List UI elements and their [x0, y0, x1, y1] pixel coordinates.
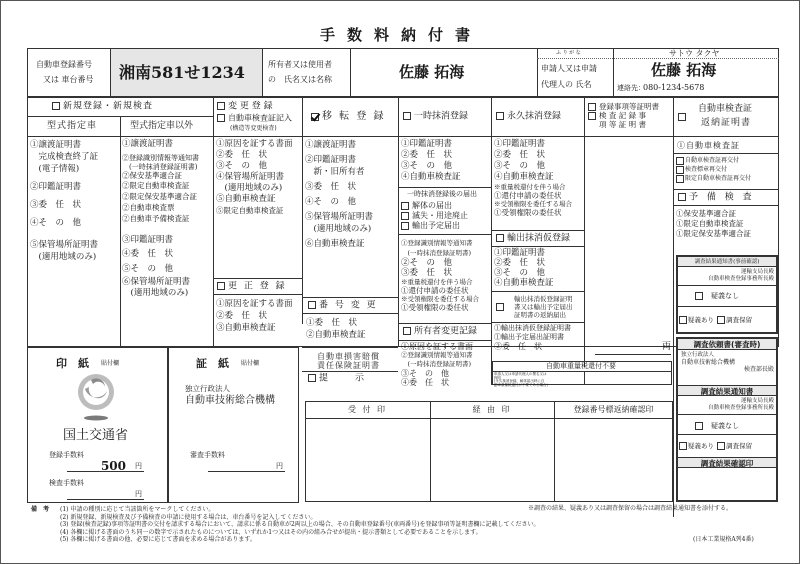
perm-cancel-list: ①印鑑証明書 ②委 任 状 ③そ の 他 ④自動車検査証 ※重量税還付を伴う場合 ①還付申請の委任状 ※受領権限を委任する場合 ①受領権限の委任状 [494, 139, 572, 217]
new-registration-checkbox[interactable] [52, 102, 60, 110]
survey-pre-no-doubt[interactable]: 疑義なし [695, 291, 739, 301]
export-temp-header[interactable]: 輸出抹消仮登録 [492, 231, 584, 246]
inspection-fee-label: 検査手数料 [49, 479, 84, 487]
survey-pre-hold[interactable]: 調査保留 [716, 316, 752, 324]
applicant-name-value[interactable]: 佐藤 拓海 [651, 61, 717, 79]
page-title: 手数料納付書 [319, 26, 482, 44]
owner-label: 所有者又は使用者 [268, 60, 332, 69]
certificate-stamp-label: 証 紙 [196, 357, 229, 370]
limited-cert-reissue[interactable]: 限定自動車検査証再交付 [676, 174, 751, 183]
perm-cancel-checkbox[interactable] [496, 112, 504, 120]
change-registration-header[interactable]: 変 更 登 録 自動車検査証記入 (構造等変更検査) [214, 98, 302, 136]
reception-stamp-label: 受 付 印 [347, 405, 388, 414]
inspection-cert-reissue[interactable]: 自動車検査証再交付 [676, 156, 751, 165]
transfer-registration-checkbox[interactable] [311, 113, 319, 121]
dismantle-notice[interactable]: 解体の届出 [401, 201, 468, 211]
registration-fee-value: 500 [100, 459, 126, 473]
export-return-checkbox[interactable] [496, 303, 504, 311]
survey-result-doubt[interactable]: 疑義あり [679, 442, 714, 450]
footnote-right: ※調査の結果、疑義あり又は調査保留の場合は調査結果通知書を添付する。 [528, 505, 733, 512]
registration-fee-field[interactable]: 500 円 [67, 460, 144, 472]
via-stamp-label: 経 由 印 [472, 405, 512, 414]
weight-tax-note: 申請人又は申請代理人の署名又は 押印 (永久抹消登録、解体届出時に自 動車重量税還付が不要である場合) [494, 372, 548, 387]
export-return-row[interactable]: 輸出抹消仮登録証明 書又は輸出予定届出 証明書の返納届出 [492, 292, 584, 322]
fee-payment-form: 手数料納付書 自動車登録番号 又は 車台番号 湘南581せ1234 所有者又は使用者 の 氏名又は名称 佐藤 拓海 ふ り が な 申請人又は申請 代理人の 氏名 サトウ タクヤ 佐藤 拓海 連絡先： 080-1234-5678 新規登録・新規検査 型式指定車 型式指定車以外 ①譲渡証明書 完成検査終了証 (電子情報) ②印鑑証明書 ③委 任 状 ④そ の 他 ⑤保管場所証明書 (適用地域のみ) ①譲渡証明書 ②登録識別情報等通知書 (一時抹消登録証明書) ②保安基準適合証 ②限定自動車検査証 ②限定保安基準適合証 ②自動車検査票 ②自動車予備検査証 ③印鑑証明書 ④委 任 状 ⑤そ の 他 ⑥保管場所証明書 (適用地域のみ) 変 更 登 録 自動車検査証記入 (構造等変更検査) ①原因を証する書面 ②委 任 状 ③そ の 他 ④保管場所証明書 (適用地域のみ) ⑤自動車検査証 ⑤限定自動車検査証 更 正 登 録 ①原因を証する書面 ②委 任 状 ③自動車検査証 移 転 登 録 ①譲渡証明書 ②印鑑証明書 新・旧所有者 ③委 任 状 ④そ の 他 ⑤保管場所証明書 (適用地域のみ) ⑥自動車検査証 番 号 変 更 ①委 任 状 ②自動車検査証 自動車損害賠償 責任保険証明書 提 示 一時抹消登録 ①印鑑証明書 ②委 任 状 ③そ の 他 ④自動車検査証 一時抹消登録後の届出 解体の届出 滅失・用途廃止 輸出予定届出 ①登録識別情報等通知書 (一時抹消登録証明書) ②そ の 他 ③委 任 状 ※重量税還付を伴う場合 ①還付申請の委任状 ※受領権限を委任する場合 ①受領権限の委任状 所有者変更記録 ①原因を証する書面 ②登録識別情報等通知書 (一時抹消登録証明書) ③そ の 他 ④委 任 状 永久抹消登録 ①印鑑証明書 ②委 任 状 ③そ の 他 ④自動車検査証 ※重量税還付を伴う場合 ①還付申請の委任状 ※受領権限を委任する場合 ①受領権限の委任状 輸出抹消仮登録 ①印鑑証明書 ②委 任 状 ③そ の 他 ④自動車検査証 輸出抹消仮登録証明 書又は輸出予定届出 証明書の返納届出 ①輸出抹消仮登録証明書 ①輸出予定届出証明書 ②委 任 状 登録事項等証明書 検 査 記 録 事 項 等 証 明 書 両 自動車重量税還付不要 申請人又は申請代理人の署名又は 押印 (永久抹消登録、解体届出時に自 動車重量税還付が不要である場合) 自動車検査証 返納証明書 ①自動車検査証 自動車検査証再交付 検査標章再交付 限定自動車検査証再交付 予 備 検 査 ①保安基準適合証 ①限定自動車検査証 ①限定保安基準適合証 調査結果通知書(事前確認) 運輸支局長殿 自動車検査登録事務所長殿 疑義なし 疑義あり 調査保留 調査依頼書(審査時) 独立行政法人 自動車技術総合機構 検査部長殿 調査結果通知書 運輸支局長殿 自動車検査登録事務所長殿 疑義なし 疑義あり 調査保留 調査結果確認印 印 紙 貼付欄 国土交通省 登録手数料 500 円 検査手数料 円 証 紙 貼付欄 独立行政法人 自動車技術総合機構 審査手数料 円 受 付 印 経 由 印 登録番号標返納確認印 ※調査の結果、疑義あり又は調査保留の場合は調査結果通知書を添付する。 備 考 (1) 申請の種別に応じて当該箇所をマークしてください。 (2) 新規登録、新規検査及び予備検査の申請に使用する場合は、車台番号を記入してください。 (3) 登録(検査記録)事項等証明書の交付を請求する場合において、請求に係る自動車が2両以上の場合、その自動車登録番号(車両番号)を登録事項等証明書欄に記載してください。 (4) 各欄に掲げる書面のうち同一の数字で示されたものについては、いずれか1つ又はその内の組み合せが提出・提示書類として必要であることを示します。 (5) 各欄に掲げる書面の他、必要に応じて書面を求める場合があります。 (日本工業規格A列4番) [0, 0, 800, 564]
insurance-label: 自動車損害賠償 [317, 352, 380, 361]
reg-number-value: 湘南581せ1234 [119, 63, 245, 82]
survey-result-title: 調査結果通知書 [678, 385, 776, 396]
temp-cancel-header[interactable]: 一時抹消登録 [399, 98, 491, 136]
review-fee-field[interactable]: 円 [208, 460, 285, 472]
certstamp-org-name: 自動車技術総合機構 [185, 395, 275, 406]
plate-return-label: 登録番号標返納確認印 [573, 405, 654, 414]
temp-cancel-notice-list: ①登録識別情報等通知書 (一時抹消登録証明書) ②そ の 他 ③委 任 状 ※重量税還付を伴う場合 ①還付申請の委任状 ※受領権限を委任する場合 ①受領権限の委任状 [401, 239, 479, 312]
new-registration-label: 新規登録・新規検査 [63, 101, 154, 112]
review-fee-label: 審査手数料 [190, 451, 225, 459]
registration-fee-label: 登録手数料 [49, 451, 84, 459]
owner-change-header[interactable]: 所有者変更記録 [399, 324, 491, 340]
survey-result-doubt-options [679, 441, 752, 450]
reception-stamp-area[interactable] [306, 419, 430, 501]
export-plan-notice[interactable]: 輸出予定届出 [401, 221, 468, 231]
plate-return-stamp-area[interactable] [555, 419, 672, 501]
transfer-registration-list: ①譲渡証明書 ②印鑑証明書 新・旧所有者 ③委 任 状 ④そ の 他 ⑤保管場所証明書 (適用地域のみ) ⑥自動車検査証 [305, 140, 374, 249]
furigana-label: ふ り が な [556, 50, 581, 56]
survey-pre-doubt[interactable]: 疑義あり [679, 316, 714, 324]
survey-confirm-title: 調査結果確認印 [678, 457, 776, 468]
preliminary-list: ①保安基準適合証 ①限定自動車検査証 ①限定保安基準適合証 [676, 209, 751, 238]
ministry-name: 国土交通省 [63, 428, 129, 443]
survey-request-title: 調査依頼書(審査時) [678, 339, 776, 350]
cert-unit: 両 [662, 342, 672, 352]
owner-change-checkbox[interactable] [403, 327, 411, 335]
weight-tax-signature-field[interactable] [585, 372, 671, 384]
contact-value[interactable]: 080-1234-5678 [643, 83, 705, 92]
owner-label-2: の 氏名又は名称 [268, 75, 332, 84]
weight-tax-label: 自動車重量税還付不要 [546, 362, 616, 370]
survey-result-hold[interactable]: 調査保留 [716, 442, 752, 450]
number-change-list: ①委 任 状 ②自動車検査証 [306, 318, 366, 340]
paper-standard: (日本工業規格A列4番) [693, 536, 754, 543]
correction-registration-checkbox[interactable] [217, 282, 225, 290]
via-stamp-area[interactable] [431, 419, 554, 501]
inspection-sticker-reissue[interactable]: 検査標章再交付 [676, 165, 751, 174]
survey-confirm-stamp-area[interactable] [678, 468, 776, 500]
survey-result-no-doubt[interactable]: 疑義なし [695, 421, 739, 431]
temp-cancel-notice-title: 一時抹消登録後の届出 [407, 190, 477, 198]
applicant-label-2: 代理人の 氏名 [541, 80, 592, 89]
new-registration-header[interactable] [28, 98, 213, 116]
reg-number-label-2: 又は 車台番号 [43, 75, 94, 84]
reg-number-field[interactable] [111, 49, 262, 96]
inspection-return-item: ①自動車検査証 [677, 141, 740, 150]
temp-cancel-notices [401, 201, 468, 231]
number-change-checkbox[interactable] [308, 301, 316, 309]
inspection-cert-entry-checkbox[interactable] [217, 114, 225, 122]
change-registration-checkbox[interactable] [217, 102, 225, 110]
reg-cert-checkbox[interactable] [588, 103, 596, 111]
temp-cancel-list: ①印鑑証明書 ②委 任 状 ③そ の 他 ④自動車検査証 [401, 139, 461, 182]
number-change-header[interactable]: 番 号 変 更 [303, 298, 398, 313]
insurance-label-2: 責任保険証明書 [317, 361, 380, 370]
survey-pre-title: 調査結果通知書(事前確認) [678, 257, 776, 267]
notes-label: 備 考 [31, 506, 50, 513]
owner-name-value: 佐藤 拓海 [399, 63, 465, 81]
non-type-designated-header: 型式指定車以外 [130, 121, 194, 131]
owner-change-list: ①原因を証する書面 ②登録識別情報等通知書 (一時抹消登録証明書) ③そ の 他 ④委 任 状 [401, 342, 473, 387]
insurance-present-checkbox[interactable] [308, 374, 316, 382]
export-temp-checkbox[interactable] [496, 234, 504, 242]
export-return-list: ①輸出抹消仮登録証明書 ①輸出予定届出証明書 ②委 任 状 [494, 324, 571, 351]
inspection-return-checkbox[interactable] [678, 113, 686, 121]
contact-label: 連絡先： [617, 84, 645, 92]
owner-name-field[interactable] [351, 49, 537, 96]
temp-cancel-checkbox[interactable] [403, 112, 411, 120]
applicant-furigana-value[interactable]: サトウ タクヤ [669, 49, 720, 58]
correction-registration-header[interactable]: 更 正 登 録 [214, 279, 302, 294]
reg-number-label: 自動車登録番号 [36, 60, 92, 69]
loss-notice[interactable]: 滅失・用途廃止 [401, 211, 468, 221]
correction-registration-list: ①原因を証する書面 ②委 任 状 ③自動車検査証 [216, 299, 293, 333]
revenue-stamp-label: 印 紙 [56, 357, 89, 370]
inspection-return-header[interactable]: 自動車検査証 返納証明書 [674, 98, 779, 136]
type-designated-header: 型式指定車 [47, 121, 98, 131]
mlit-logo-icon [71, 372, 121, 424]
insurance-present-row[interactable]: 提 示 [303, 372, 398, 385]
change-registration-list: ①原因を証する書面 ②委 任 状 ③そ の 他 ④保管場所証明書 (適用地域のみ) ⑤自動車検査証 ⑤限定自動車検査証 [216, 139, 293, 215]
type-designated-list: ①譲渡証明書 完成検査終了証 (電子情報) ②印鑑証明書 ③委 任 状 ④そ の 他 ⑤保管場所証明書 (適用地域のみ) [30, 140, 99, 262]
transfer-registration-header[interactable]: 移 転 登 録 [303, 98, 398, 136]
certificate-header[interactable]: 登録事項等証明書 検 査 記 録 事 項 等 証 明 書 [585, 98, 673, 136]
preliminary-inspection-header[interactable]: 予 備 検 査 [674, 190, 779, 205]
notes-list: (1) 申請の種別に応じて当該箇所をマークしてください。 (2) 新規登録、新規検査及び予備検査の申請に使用する場合は、車台番号を記入してください。 (3) 登録(検査記録)事項等証明書の交付を請求する場合において、請求に係る自動車が2両以上の場合、その自動車登録番号(車両番号)を登録事項等証明書欄に記載してください。 (4) 各欄に掲げる書面のうち同一の数字で示されたものについては、いずれか1つ又はその内の組み合せが提出・提示書類として必要であることを示します。 (5) 各欄に掲げる書面の他、必要に応じて書面を求める場合があります。 [60, 506, 540, 544]
survey-pre-doubt-options [679, 315, 752, 324]
reissue-options [676, 156, 751, 183]
preliminary-checkbox[interactable] [678, 193, 686, 201]
applicant-label: 申請人又は申請 [541, 64, 597, 73]
perm-cancel-header[interactable]: 永久抹消登録 [492, 98, 584, 136]
export-temp-list: ①印鑑証明書 ②委 任 状 ③そ の 他 ④自動車検査証 [494, 248, 554, 288]
non-type-designated-list: ①譲渡証明書 ②登録識別情報等通知書 (一時抹消登録証明書) ②保安基準適合証 ②限定自動車検査証 ②限定保安基準適合証 ②自動車検査票 ②自動車予備検査証 ③印鑑証明書 ④委 任 状 ⑤そ の 他 ⑥保管場所証明書 (適用地域のみ) [122, 139, 199, 298]
inspection-fee-field[interactable]: 円 [67, 489, 144, 500]
inspection-record-checkbox[interactable] [588, 112, 596, 120]
